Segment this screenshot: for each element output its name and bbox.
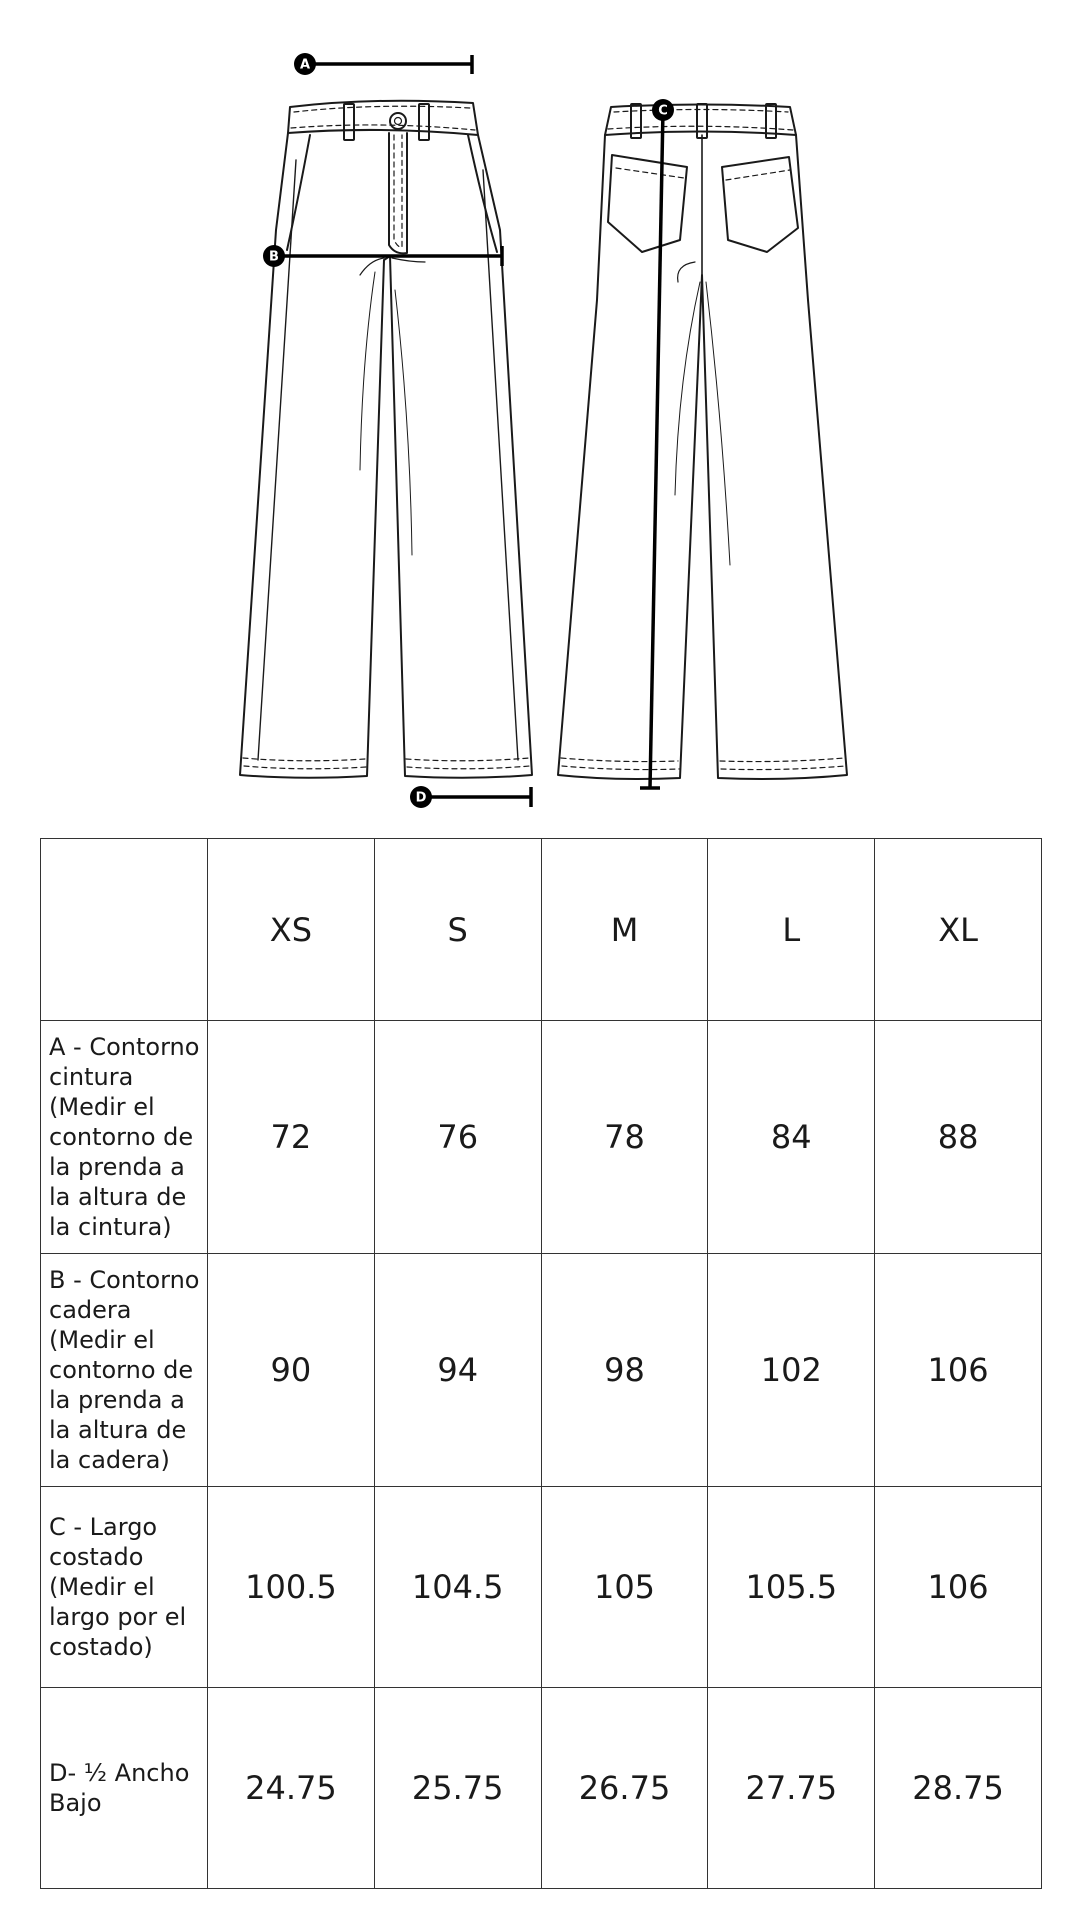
measurement-row-side-length bbox=[41, 1487, 1042, 1688]
value-cell: 72 bbox=[208, 1021, 375, 1254]
measurement-row-hip bbox=[41, 1254, 1042, 1487]
size-header-xl: XL bbox=[875, 839, 1042, 1021]
row-label-side-length: C - Largo costado (Medir el largo por el costado) bbox=[41, 1487, 208, 1688]
value-cell: 94 bbox=[374, 1254, 541, 1487]
front-view bbox=[240, 101, 532, 778]
value-cell: 102 bbox=[708, 1254, 875, 1487]
corner-cell bbox=[41, 839, 208, 1021]
value-cell: 84 bbox=[708, 1021, 875, 1254]
value-cell: 27.75 bbox=[708, 1688, 875, 1889]
size-header-s: S bbox=[374, 839, 541, 1021]
value-cell: 105.5 bbox=[708, 1487, 875, 1688]
value-cell: 78 bbox=[541, 1021, 708, 1254]
value-cell: 28.75 bbox=[875, 1688, 1042, 1889]
marker-b bbox=[263, 245, 285, 267]
row-label-hip: B - Contorno cadera (Medir el contorno de la prenda a la altura de la cadera) bbox=[41, 1254, 208, 1487]
marker-c-label: C bbox=[658, 103, 668, 119]
value-cell: 100.5 bbox=[208, 1487, 375, 1688]
value-cell: 98 bbox=[541, 1254, 708, 1487]
value-cell: 26.75 bbox=[541, 1688, 708, 1889]
value-cell: 90 bbox=[208, 1254, 375, 1487]
row-label-waist: A - Contorno cintura (Medir el contorno de la prenda a la altura de la cintura) bbox=[41, 1021, 208, 1254]
marker-b-label: B bbox=[269, 249, 279, 265]
size-header-l: L bbox=[708, 839, 875, 1021]
value-cell: 104.5 bbox=[374, 1487, 541, 1688]
marker-a-label: A bbox=[299, 57, 311, 73]
measurement-row-hem-width bbox=[41, 1688, 1042, 1889]
value-cell: 106 bbox=[875, 1487, 1042, 1688]
value-cell: 106 bbox=[875, 1254, 1042, 1487]
value-cell: 88 bbox=[875, 1021, 1042, 1254]
size-header-row bbox=[41, 839, 1042, 1021]
value-cell: 76 bbox=[374, 1021, 541, 1254]
marker-a bbox=[294, 53, 316, 75]
size-chart-table bbox=[40, 838, 1042, 1889]
value-cell: 24.75 bbox=[208, 1688, 375, 1889]
measurement-row-waist bbox=[41, 1021, 1042, 1254]
pants-technical-drawing bbox=[0, 0, 1080, 820]
marker-c bbox=[652, 99, 674, 121]
size-header-xs: XS bbox=[208, 839, 375, 1021]
row-label-hem-width: D- ½ Ancho Bajo bbox=[41, 1688, 208, 1889]
marker-d bbox=[410, 786, 432, 808]
value-cell: 105 bbox=[541, 1487, 708, 1688]
back-view bbox=[558, 104, 847, 779]
value-cell: 25.75 bbox=[374, 1688, 541, 1889]
size-header-m: M bbox=[541, 839, 708, 1021]
marker-d-label: D bbox=[415, 790, 427, 806]
